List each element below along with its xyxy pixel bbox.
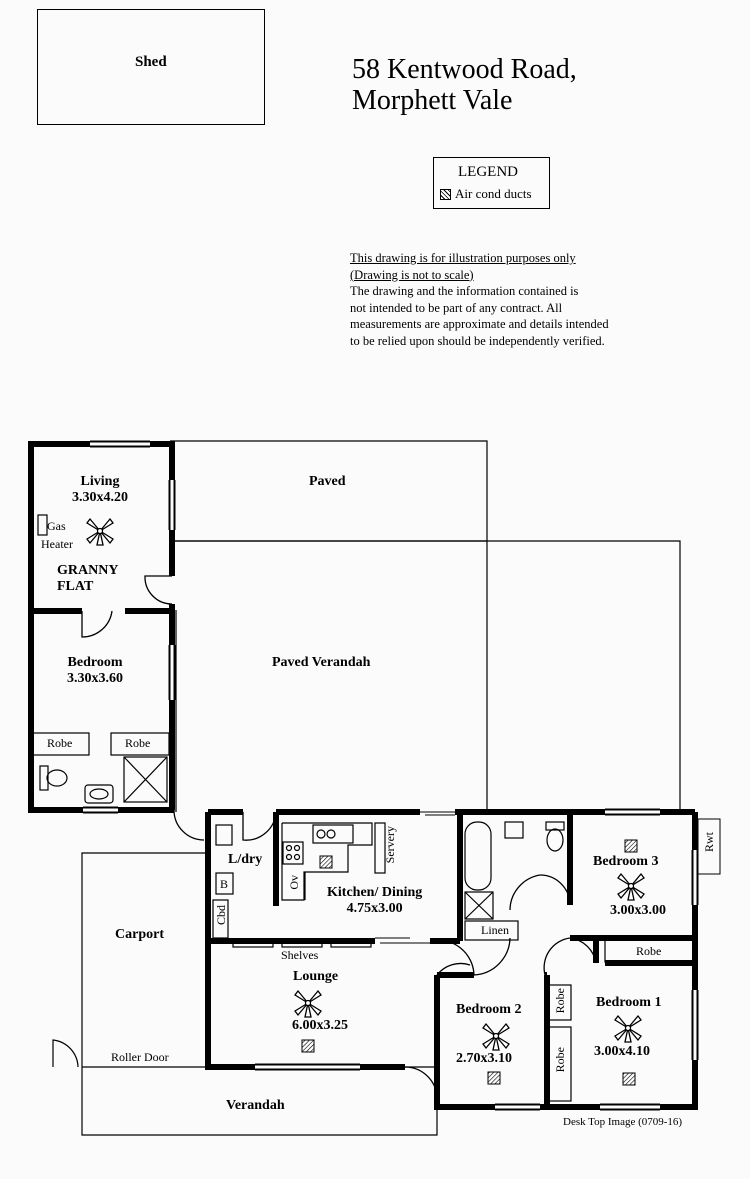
heater-label: Heater bbox=[41, 537, 73, 551]
paved-label: Paved bbox=[309, 474, 346, 489]
disclaimer-line-2: (Drawing is not to scale) bbox=[350, 267, 474, 282]
disclaimer-line-3: The drawing and the information contained is bbox=[350, 284, 579, 298]
cbd-label: Cbd bbox=[214, 905, 228, 926]
legend-item-label: Air cond ducts bbox=[455, 186, 532, 201]
bedroom-2-label: Bedroom 2 bbox=[456, 1002, 522, 1017]
b-label: B bbox=[220, 877, 229, 891]
roller-door-label: Roller Door bbox=[111, 1050, 169, 1064]
servery-label: Servery bbox=[383, 826, 397, 864]
verandah-label: Verandah bbox=[226, 1098, 285, 1113]
granny-flat-label: GRANNY FLAT bbox=[57, 563, 119, 594]
lounge-label: Lounge bbox=[293, 969, 339, 984]
laundry-label: L/dry bbox=[228, 852, 263, 867]
gas-label: Gas bbox=[47, 519, 66, 533]
lounge-size-label: 6.00x3.25 bbox=[292, 1018, 348, 1033]
legend-title: LEGEND bbox=[458, 164, 518, 180]
granny-bedroom-label: Bedroom 3.30x3.60 bbox=[67, 655, 123, 686]
disclaimer-line-6: to be relied upon should be independently verified. bbox=[350, 333, 605, 348]
bedroom-2-size: 2.70x3.10 bbox=[456, 1051, 512, 1066]
bedroom-1-size: 3.00x4.10 bbox=[594, 1044, 650, 1059]
robe-bedroom-2b-label: Robe bbox=[553, 1047, 567, 1073]
oven-label: Ov bbox=[287, 875, 301, 890]
robe-bedroom-2a-label: Robe bbox=[553, 988, 567, 1014]
shelves-label: Shelves bbox=[281, 948, 319, 962]
linen-label: Linen bbox=[481, 923, 509, 937]
robe-right-label: Robe bbox=[125, 736, 151, 750]
footer-caption: Desk Top Image (0709-16) bbox=[563, 1116, 683, 1128]
address-line-1: 58 Kentwood Road, bbox=[352, 54, 577, 85]
bedroom-3-size: 3.00x3.00 bbox=[610, 903, 666, 918]
robe-left-label: Robe bbox=[47, 736, 73, 750]
paved-areas bbox=[170, 441, 680, 812]
robe-bedroom-1-label: Robe bbox=[636, 944, 662, 958]
disclaimer-line-5: measurements are approximate and details intended bbox=[350, 317, 609, 331]
disclaimer-line-1: This drawing is for illustration purposes only bbox=[350, 251, 576, 265]
bedroom-1-label: Bedroom 1 bbox=[596, 995, 662, 1010]
paved-verandah-label: Paved Verandah bbox=[272, 655, 371, 670]
address-line-2: Morphett Vale bbox=[352, 85, 513, 116]
rwt-label: Rwt bbox=[702, 832, 716, 853]
disclaimer-line-4: not intended to be part of any contract. All bbox=[350, 300, 563, 315]
shed-label: Shed bbox=[135, 54, 167, 70]
kitchen-dining-label: Kitchen/ Dining 4.75x3.00 bbox=[327, 885, 423, 916]
living-label: Living 3.30x4.20 bbox=[72, 474, 128, 505]
carport-label: Carport bbox=[115, 927, 164, 942]
bedroom-3-label: Bedroom 3 bbox=[593, 854, 659, 869]
